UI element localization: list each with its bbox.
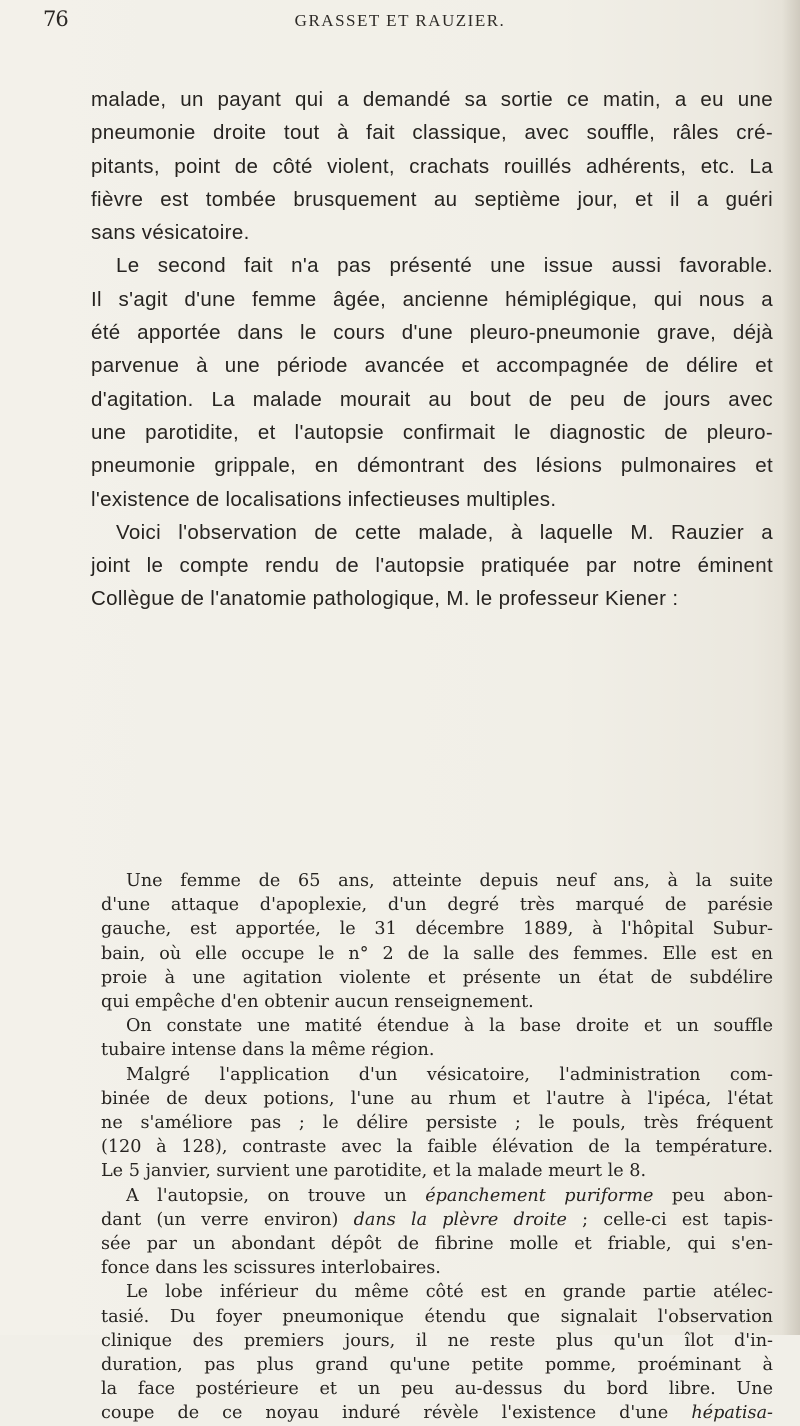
italic-term: épanchement puriforme <box>425 1185 654 1206</box>
text-line <box>101 1208 773 1232</box>
page-number: 76 <box>43 7 68 31</box>
observation-paragraph-1 <box>101 869 773 1014</box>
observation-paragraph-4 <box>101 1184 773 1281</box>
text-run: coupe de ce noyau induré révèle l'existence d'une <box>101 1403 692 1424</box>
text-line: bain, où elle occupe le n° 2 de la salle des femmes. Elle est en <box>101 943 773 964</box>
text-line: fonce dans les scissures interlobaires. <box>101 1258 441 1279</box>
text-line: malade, un payant qui a demandé sa sortie ce matin, a eu une <box>91 88 773 111</box>
text-line: On constate une matité étendue à la base droite et un souffle <box>126 1016 773 1037</box>
observation-paragraph-3 <box>101 1063 773 1184</box>
text-line: Le 5 janvier, survient une parotidite, et la malade meurt le 8. <box>101 1161 647 1182</box>
text-line: tubaire intense dans la même région. <box>101 1040 435 1061</box>
text-line: été apportée dans le cours d'une pleuro-pneumonie grave, déjà <box>91 321 773 345</box>
main-text <box>91 83 773 616</box>
text-line: Le lobe inférieur du même côté est en grande partie atélec- <box>126 1282 773 1303</box>
text-line: proie à une agitation violente et présente un état de subdélire <box>101 967 773 988</box>
page-edge-shadow <box>782 0 800 1335</box>
text-line: (120 à 128), contraste avec la faible élévation de la température. <box>101 1137 773 1158</box>
text-line: Le second fait n'a pas présenté une issue aussi favorable. <box>116 254 773 278</box>
paragraph-3 <box>91 516 773 616</box>
text-line: Collègue de l'anatomie pathologique, M. le professeur Kiener : <box>91 587 679 611</box>
text-line: joint le compte rendu de l'autopsie pratiquée par notre éminent <box>91 554 773 578</box>
text-line: pneumonie droite tout à fait classique, avec souffle, râles cré- <box>91 121 773 145</box>
text-line: d'agitation. La malade mourait au bout de peu de jours avec <box>91 387 773 411</box>
text-line: sans vésicatoire. <box>91 221 250 245</box>
text-line: la face postérieure et un peu au-dessus du bord libre. Une <box>101 1379 773 1400</box>
text-line: Une femme de 65 ans, atteinte depuis neuf ans, à la suite <box>126 871 773 891</box>
text-line: binée de deux potions, l'une au rhum et l'autre à l'ipéca, l'état <box>101 1088 773 1109</box>
text-line: Il s'agit d'une femme âgée, ancienne hémiplégique, qui nous a <box>91 287 773 311</box>
text-line: qui empêche d'en obtenir aucun renseignement. <box>101 992 534 1013</box>
text-line: sée par un abondant dépôt de fibrine molle et friable, qui s'en- <box>101 1234 773 1255</box>
observation-text <box>101 869 773 1426</box>
text-run: A l'autopsie, on trouve un <box>126 1185 426 1206</box>
italic-term: hépatisa- <box>691 1403 773 1424</box>
paragraph-2 <box>91 249 773 515</box>
text-line: Malgré l'application d'un vésicatoire, l'administration com- <box>126 1064 773 1085</box>
text-line: parvenue à une période avancée et accompagnée de délire et <box>91 354 773 378</box>
text-run: peu abon- <box>653 1185 773 1206</box>
text-line: tasié. Du foyer pneumonique étendu que signalait l'observation <box>101 1306 773 1327</box>
italic-term: dans la plèvre droite <box>353 1209 567 1230</box>
text-line <box>101 1401 773 1425</box>
text-line: pitants, point de côté violent, crachats rouillés adhérents, etc. La <box>91 154 773 178</box>
text-line: gauche, est apportée, le 31 décembre 1889, à l'hôpital Subur- <box>101 919 773 940</box>
text-line: Voici l'observation de cette malade, à laquelle M. Rauzier a <box>116 520 773 544</box>
text-run: dant (un verre environ) <box>101 1209 354 1230</box>
text-line: pneumonie grippale, en démontrant des lésions pulmonaires et <box>91 454 773 478</box>
text-line: une parotidite, et l'autopsie confirmait le diagnostic de pleuro- <box>91 420 773 444</box>
text-run: ; celle-ci est tapis- <box>566 1209 774 1230</box>
paragraph-1 <box>91 83 773 249</box>
text-line: clinique des premiers jours, il ne reste plus qu'un îlot d'in- <box>101 1330 773 1351</box>
running-title: GRASSET ET RAUZIER. <box>294 11 506 30</box>
text-line: fièvre est tombée brusquement au septième jour, et il a guéri <box>91 187 773 211</box>
text-line <box>101 1184 773 1208</box>
text-line: d'une attaque d'apoplexie, d'un degré très marqué de parésie <box>101 895 773 916</box>
text-line: l'existence de localisations infectieuses multiples. <box>91 487 557 511</box>
text-line: ne s'améliore pas ; le délire persiste ; le pouls, très fréquent <box>101 1113 773 1134</box>
observation-paragraph-2 <box>101 1014 773 1062</box>
text-line: duration, pas plus grand qu'une petite pomme, proéminant à <box>101 1355 773 1376</box>
observation-paragraph-5 <box>101 1280 773 1425</box>
